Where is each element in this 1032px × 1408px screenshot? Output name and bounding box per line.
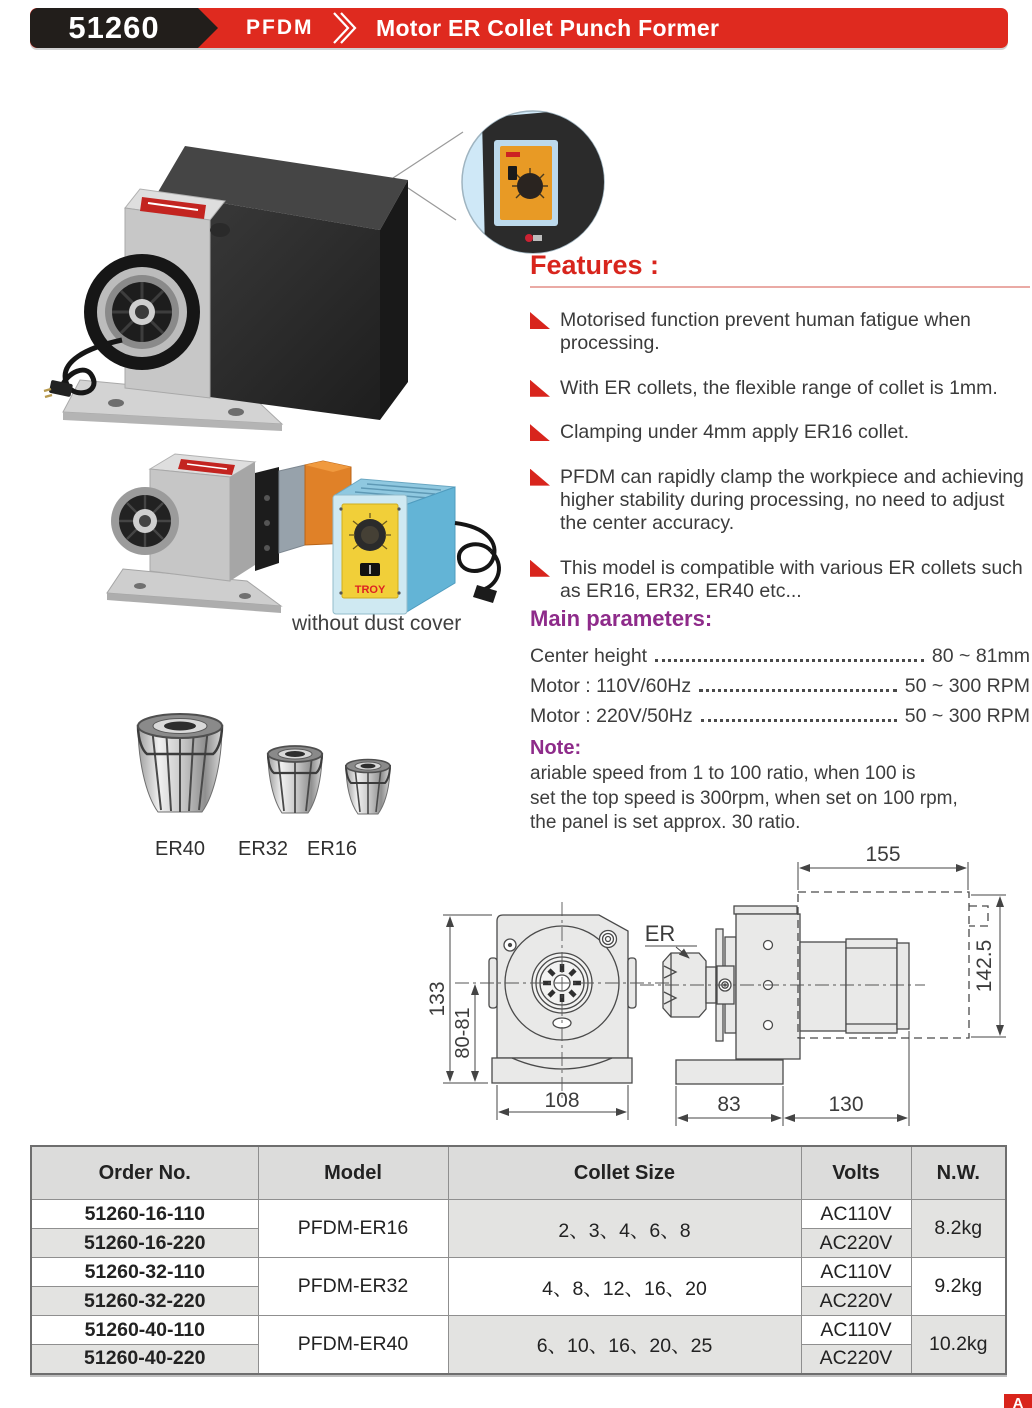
spec-table (30, 1145, 1007, 1375)
col-header-order: Order No. (31, 1146, 258, 1200)
collet-label-er16: ER16 (306, 838, 358, 860)
bullet-triangle-icon (530, 380, 550, 397)
collet-label-er32: ER32 (237, 838, 289, 860)
collet-er32 (268, 746, 322, 813)
table-row (31, 1316, 1006, 1345)
chevron-icon (328, 12, 362, 49)
net-weight: 8.2kg (911, 1200, 1006, 1258)
dotted-leader (655, 659, 924, 662)
order-no: 51260-16-110 (31, 1200, 258, 1229)
parameter-label: Center height (530, 645, 648, 667)
order-no: 51260-40-110 (31, 1316, 258, 1345)
parameter-row (530, 668, 1030, 698)
table-row (31, 1200, 1006, 1229)
bullet-triangle-icon (530, 424, 550, 441)
cord-plug (473, 585, 497, 603)
feature-text: Motorised function prevent human fatigue when processing. (560, 309, 971, 355)
corner-tab-letter: A (1012, 1395, 1024, 1408)
dim-front-height: 133 (426, 981, 449, 1017)
order-no: 51260-32-110 (31, 1258, 258, 1287)
bullet-triangle-icon (530, 469, 550, 486)
main-parameters-heading: Main parameters: (530, 606, 713, 631)
feature-item (530, 421, 1030, 444)
er-label: ER (644, 921, 676, 946)
parameter-row (530, 638, 1030, 668)
features-section (530, 250, 1030, 604)
power-cord (455, 523, 499, 589)
front-view (489, 915, 636, 1083)
parameter-label: Motor : 110V/60Hz (530, 675, 692, 697)
volts: AC110V (801, 1258, 911, 1287)
technical-drawing (425, 845, 1032, 1150)
controller-brand: TROY (354, 584, 386, 596)
bullet-triangle-icon (530, 312, 550, 329)
page-title: Motor ER Collet Punch Former (376, 15, 720, 41)
feature-item (530, 309, 1030, 356)
volts: AC110V (801, 1316, 911, 1345)
control-panel-callout (462, 106, 616, 262)
collet-nose (84, 254, 200, 370)
page-corner-tab (1004, 1394, 1032, 1408)
note-heading: Note: (530, 737, 582, 759)
model: PFDM-ER16 (258, 1200, 448, 1258)
parameter-value: 80 ~ 81mm (931, 645, 1030, 667)
without-dust-cover-photo (95, 443, 525, 618)
col-header-nw: N.W. (911, 1146, 1006, 1200)
order-no: 51260-16-220 (31, 1229, 258, 1258)
main-parameters-section (530, 606, 1030, 728)
feature-text: Clamping under 4mm apply ER16 collet. (560, 421, 910, 444)
net-weight: 10.2kg (911, 1316, 1006, 1374)
feature-text: This model is compatible with various ER collets such as ER16, ER32, ER40 etc... (560, 556, 1023, 603)
parameter-value: 50 ~ 300 RPM (904, 675, 1030, 697)
collet-size: 4、8、12、16、20 (448, 1258, 801, 1316)
bullet-triangle-icon (530, 560, 550, 577)
order-no: 51260-32-220 (31, 1287, 258, 1316)
feature-item (530, 557, 1030, 604)
photo-caption: without dust cover (292, 612, 462, 635)
feature-item (530, 466, 1030, 536)
product-code: 51260 (68, 10, 160, 45)
volts: AC220V (801, 1287, 911, 1316)
collet-nose (111, 487, 179, 555)
speed-controller (333, 479, 455, 614)
header-banner (30, 8, 1008, 48)
model: PFDM-ER32 (258, 1258, 448, 1316)
volts: AC110V (801, 1200, 911, 1229)
volts: AC220V (801, 1345, 911, 1374)
parameter-value: 50 ~ 300 RPM (904, 705, 1030, 727)
feature-text: PFDM can rapidly clamp the workpiece and achieving higher stability during processing, no need to adjust the center accuracy. (560, 465, 1024, 535)
note-line: the panel is set approx. 30 ratio. (530, 812, 801, 834)
col-header-volts: Volts (801, 1146, 911, 1200)
dim-front-width: 108 (544, 1089, 580, 1112)
dim-cover-length: 155 (865, 845, 901, 866)
collet-label-er40: ER40 (154, 838, 206, 860)
feature-item (530, 377, 1030, 400)
side-view (663, 906, 909, 1084)
note-line: set the top speed is 300rpm, when set on 100 rpm, (530, 787, 958, 809)
collet-er16 (346, 760, 390, 815)
features-heading: Features : (530, 250, 660, 280)
model: PFDM-ER40 (258, 1316, 448, 1374)
collet-size: 2、3、4、6、8 (448, 1200, 801, 1258)
dim-base-length: 83 (717, 1093, 741, 1116)
collet-er40 (138, 714, 222, 812)
dim-motor-length: 130 (828, 1093, 864, 1116)
note-line: ariable speed from 1 to 100 ratio, when 100 is (530, 763, 916, 784)
dim-center-height: 80-81 (452, 1007, 474, 1059)
net-weight: 9.2kg (911, 1258, 1006, 1316)
order-no: 51260-40-220 (31, 1345, 258, 1374)
features-underline (530, 286, 1030, 288)
dim-cover-height: 142.5 (973, 939, 996, 993)
product-code-box (30, 8, 198, 48)
parameter-label: Motor : 220V/50Hz (530, 705, 693, 727)
collet-size: 6、10、16、20、25 (448, 1316, 801, 1374)
volts: AC220V (801, 1229, 911, 1258)
feature-text: With ER collets, the flexible range of collet is 1mm. (560, 376, 998, 399)
col-header-model: Model (258, 1146, 448, 1200)
note-section (530, 737, 1030, 836)
dotted-leader (699, 689, 897, 692)
collets-photo (95, 696, 415, 838)
dotted-leader (701, 719, 897, 722)
parameter-row (530, 698, 1030, 728)
table-row (31, 1258, 1006, 1287)
series-label: PFDM (246, 16, 314, 39)
col-header-collet: Collet Size (448, 1146, 801, 1200)
